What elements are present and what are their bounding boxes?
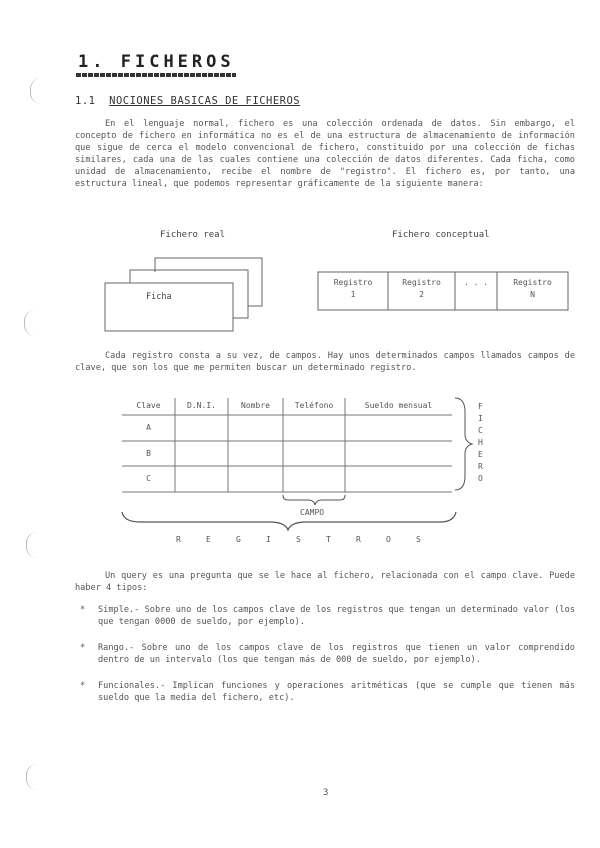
- list-item: [80, 642, 575, 666]
- page-number: 3: [323, 788, 329, 798]
- fichero-real-label: Fichero real: [160, 230, 226, 240]
- section-number: 1.1: [75, 95, 96, 107]
- fichero-letter: R: [478, 462, 483, 471]
- table-header-telefono: Teléfono: [294, 401, 334, 410]
- fichero-letter: O: [478, 474, 483, 483]
- table-header-clave: Clave: [136, 401, 161, 410]
- fichero-letter: E: [478, 450, 483, 459]
- table-row-label: A: [146, 423, 151, 432]
- registros-letter: G: [236, 535, 241, 544]
- table-row-label: B: [146, 449, 151, 458]
- bullet-mark: *: [80, 643, 86, 653]
- registros-brace: [122, 512, 456, 530]
- table-header-dni: D.N.I.: [187, 401, 216, 410]
- ficha-label: Ficha: [146, 292, 172, 302]
- fichero-letter: C: [478, 426, 483, 435]
- registro-cell-title: Registro: [333, 278, 373, 287]
- registro-cell-number: 1: [350, 290, 356, 299]
- list-item: [80, 680, 575, 704]
- table-row-label: C: [146, 474, 151, 483]
- campos-paragraph: [75, 350, 575, 374]
- list-item-text: Funcionales.- Implican funciones y operaciones aritméticas (que se cumple que tienen más sueldo que la media del fichero, etc).: [98, 681, 575, 703]
- card-stack: [105, 258, 262, 331]
- registros-letter: R: [356, 535, 361, 544]
- bullet-mark: *: [80, 681, 86, 691]
- registro-cell-number: 2: [419, 290, 424, 299]
- query-types-list: [80, 604, 575, 718]
- list-item-text: Rango.- Sobre uno de los campos clave de los registros que tienen un valor comprendido dentro de un intervalo (los que tengan más de 000 de sueldo, por ejemplo).: [98, 643, 575, 665]
- registros-letter: E: [206, 535, 211, 544]
- fichero-letter: I: [478, 414, 483, 423]
- registro-cell-number: N: [530, 290, 535, 299]
- query-text: Un query es una pregunta que se le hace al fichero, relacionada con el campo clave. Puede haber 4 tipos:: [75, 571, 575, 593]
- fichero-letter: F: [478, 402, 483, 411]
- section-title: NOCIONES BASICAS DE FICHEROS: [109, 95, 301, 107]
- campo-brace: [283, 495, 345, 505]
- fichero-conceptual-label: Fichero conceptual: [392, 230, 490, 240]
- registros-letter: O: [386, 535, 391, 544]
- ellipsis-cell: . . .: [463, 278, 489, 287]
- intro-text: En el lenguaje normal, fichero es una colección ordenada de datos. Sin embargo, el concepto de fichero en informática no es el de una estructura de almacenamiento de información que sigue de cerca el modelo convencional de fichero, constituido por una colección de fichas similares, cada una de las cuales contiene una colección de datos diferentes. Cada ficha, como unidad de almacenamiento, recibe el nombre de "registro". El fichero es, por tanto, una estructura lineal, que podemos representar gráficamente de la siguiente manera:: [75, 119, 575, 189]
- chapter-title: FICHEROS: [120, 52, 235, 72]
- list-item: [80, 604, 575, 628]
- table-header-nombre: Nombre: [241, 401, 270, 410]
- registros-letter: S: [416, 535, 421, 544]
- campo-label: CAMPO: [300, 508, 325, 517]
- registros-letter: R: [176, 535, 181, 544]
- registro-cell-title: Registro: [513, 278, 552, 287]
- bullet-mark: *: [80, 605, 86, 615]
- registro-cell-title: Registro: [402, 278, 441, 287]
- campos-text: Cada registro consta a su vez, de campos. Hay unos determinados campos llamados campos de clave, que son los que me permiten buscar un determinado registro.: [75, 351, 575, 373]
- fichero-brace: [455, 398, 472, 490]
- fichero-letter: H: [478, 438, 483, 447]
- registros-letter: S: [296, 535, 301, 544]
- card-front: [105, 283, 233, 331]
- query-paragraph: [75, 570, 575, 594]
- registros-letter: T: [326, 535, 331, 544]
- chapter-number: 1.: [78, 52, 107, 72]
- registros-letter: I: [266, 535, 271, 544]
- table-header-sueldo: Sueldo mensual: [364, 401, 433, 410]
- list-item-text: Simple.- Sobre uno de los campos clave de los registros que tengan un determinado valor (los que tengan 0000 de sueldo, por ejemplo).: [98, 605, 575, 627]
